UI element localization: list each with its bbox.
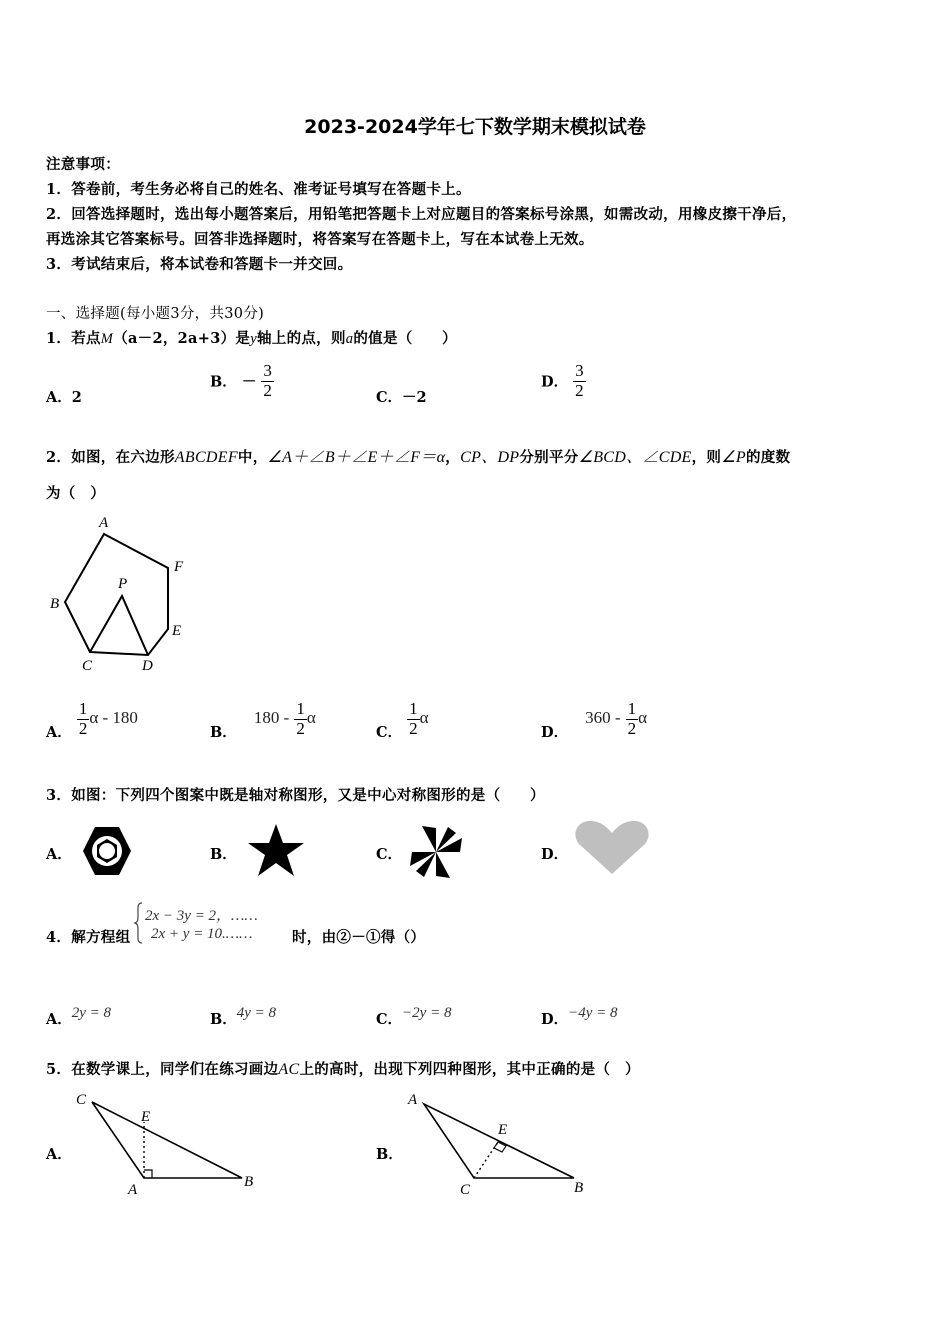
q2-angle-p: ∠P <box>721 449 746 466</box>
q1-stem-d: 的值是（ ） <box>353 330 457 347</box>
q2-d-num: 1 <box>627 699 637 718</box>
q2-c-label: C． <box>376 724 403 742</box>
q5-b-label-b: B <box>574 1180 584 1196</box>
q4-a-label: A． <box>46 1011 72 1028</box>
q2-b-fraction <box>294 700 307 738</box>
q4-brace <box>134 902 144 944</box>
q5-b-label-a: A <box>408 1092 418 1108</box>
q2-stem-d: 分别平分 <box>519 449 579 466</box>
section-heading: 一、选择题(每小题3分，共30分) <box>46 306 265 322</box>
q2-label-c: C <box>82 658 93 674</box>
q1-c-value: －2 <box>402 389 427 406</box>
q1-b-label: B． <box>210 373 237 391</box>
q1-b-fraction <box>261 362 274 400</box>
q1-b-num: 3 <box>263 361 272 380</box>
q5-stem <box>46 1058 640 1079</box>
note-1: 1．答卷前，考生务必将自己的姓名、准考证号填写在答题卡上。 <box>46 181 471 198</box>
q4-equation-1: 2x − 3y = 2，…… <box>145 908 258 924</box>
q1-stem-a: 1．若点 <box>46 330 101 347</box>
q2-b-num: 1 <box>296 699 305 718</box>
q1-d-den: 2 <box>575 380 584 400</box>
q5-a-label-e: E <box>141 1109 151 1125</box>
q1-stem-c: 轴上的点，则 <box>256 330 346 347</box>
q2-hexagon: ABCDEF <box>174 449 238 466</box>
q3-option-c-pinwheel-icon <box>408 824 464 880</box>
page-title: 2023-2024学年七下数学期末模拟试卷 <box>304 116 646 138</box>
q1-option-b[interactable] <box>210 362 274 400</box>
q4-d-label: D． <box>541 1011 569 1028</box>
q2-stem-a: 2．如图，在六边形 <box>46 449 175 466</box>
q3-option-c-label[interactable]: C． <box>376 846 403 863</box>
q3-stem: 3．如图：下列四个图案中既是轴对称图形，又是中心对称图形的是（ ） <box>46 787 545 804</box>
q2-stem-c: ， <box>445 449 461 466</box>
q5-option-a-label[interactable]: A． <box>46 1146 72 1163</box>
q4-option-c[interactable] <box>376 1005 452 1029</box>
q1-option-d[interactable] <box>541 362 586 400</box>
q4-option-d[interactable] <box>541 1005 618 1029</box>
q2-angles: ∠A＋∠B＋∠E＋∠F＝α <box>267 449 446 466</box>
q2-label-e: E <box>172 623 182 639</box>
q4-d-value: −4y = 8 <box>568 1005 618 1021</box>
q1-b-den: 2 <box>263 380 272 400</box>
q4-stem-a: 4．解方程组 <box>46 929 131 946</box>
q5-a-label-b: B <box>244 1174 254 1190</box>
q1-stem-b: 是 <box>235 330 251 347</box>
q1-yvar: y <box>250 331 257 347</box>
q5-stem-a: 5．在数学课上，同学们在练习画边 <box>46 1061 279 1078</box>
q2-a-den: 2 <box>78 718 88 738</box>
q1-c-label: C． <box>376 389 403 406</box>
q5-option-b-label[interactable]: B． <box>376 1146 403 1163</box>
q3-option-a-label[interactable]: A． <box>46 846 72 863</box>
q5-b-label-c: C <box>460 1182 471 1198</box>
q3-option-b-star-icon <box>246 822 306 878</box>
q2-b-den: 2 <box>296 718 305 738</box>
q1-avar: a <box>345 331 354 347</box>
q1-a-label: A． <box>46 389 72 406</box>
q2-stem <box>46 444 790 467</box>
q2-c-num: 1 <box>409 699 418 718</box>
q5-ac: AC <box>278 1061 300 1078</box>
q5-b-label-e: E <box>498 1122 508 1138</box>
q1-b-sign: － <box>241 373 257 391</box>
q4-equation-2: 2x + y = 10.…… <box>151 926 253 942</box>
q2-option-b[interactable] <box>210 700 316 742</box>
q2-b-label: B． <box>210 724 237 742</box>
q2-bisector-lines <box>90 596 148 655</box>
q4-c-value: −2y = 8 <box>402 1005 452 1021</box>
q1-point: M <box>100 331 114 347</box>
q1-option-a[interactable] <box>46 386 82 407</box>
q5-a-label-a: A <box>128 1182 138 1198</box>
q2-a-label: A． <box>46 724 72 742</box>
q3-option-b-label[interactable]: B． <box>210 846 237 863</box>
q2-label-p: P <box>118 576 128 592</box>
q2-label-a: A <box>99 515 109 531</box>
q3-option-d-heart-icon <box>573 820 651 876</box>
q2-label-b: B <box>50 596 60 612</box>
q4-stem-b: 时，由②－①得（） <box>292 929 426 946</box>
q2-d-fraction <box>626 700 639 738</box>
q2-a-tail: α - 180 <box>89 708 138 728</box>
q4-a-value: 2y = 8 <box>71 1005 112 1021</box>
q2-stem-f: 的度数 <box>745 449 791 466</box>
q2-label-d: D <box>142 658 153 674</box>
q5-option-b-triangle-figure <box>402 1088 602 1203</box>
q2-a-num: 1 <box>78 699 88 718</box>
q2-option-c[interactable] <box>376 700 429 742</box>
q5-a-label-c: C <box>76 1092 87 1108</box>
q2-d-label: D． <box>541 724 569 742</box>
q4-b-label: B． <box>210 1011 237 1028</box>
q4-c-label: C． <box>376 1011 403 1028</box>
q2-option-a[interactable] <box>46 700 138 742</box>
q1-option-c[interactable] <box>376 386 427 407</box>
q2-stem-b: 中， <box>237 449 268 466</box>
q2-d-den: 2 <box>627 718 637 738</box>
q2-c-den: 2 <box>409 718 418 738</box>
q2-b-tail: α <box>306 708 316 728</box>
q5-stem-b: 上的高时，出现下列四种图形，其中正确的是（ ） <box>299 1061 640 1078</box>
q1-d-fraction <box>573 362 586 400</box>
q1-d-num: 3 <box>575 361 584 380</box>
q2-a-fraction <box>77 700 90 738</box>
q2-stem-tail: 为（ ） <box>46 485 106 502</box>
q4-b-value: 4y = 8 <box>236 1005 277 1021</box>
q2-d-head: 360 - <box>585 708 621 728</box>
q4-option-a[interactable] <box>46 1005 112 1029</box>
q1-d-label: D． <box>541 373 569 391</box>
q1-stem <box>46 327 457 348</box>
q2-bisected: ∠BCD、∠CDE <box>578 449 692 466</box>
q2-label-f: F <box>174 559 184 575</box>
note-3: 3．考试结束后，将本试卷和答题卡一并交回。 <box>46 256 353 273</box>
q1-coords: （a－2，2a+3） <box>113 330 236 347</box>
note-2a: 2．回答选择题时，选出每小题答案后，用铅笔把答题卡上对应题目的答案标号涂黑，如需改动，用橡皮擦干净后， <box>46 206 797 223</box>
q2-hexagon-figure <box>44 512 214 677</box>
q1-a-value: 2 <box>71 389 82 406</box>
note-2b: 再选涂其它答案标号。回答非选择题时，将答案写在答题卡上，写在本试卷上无效。 <box>46 231 594 248</box>
q2-cpdp: CP、DP <box>460 449 520 466</box>
q2-option-d[interactable] <box>541 700 647 742</box>
notes-heading: 注意事项： <box>46 156 120 173</box>
q3-option-a-hexagon-icon <box>80 824 134 878</box>
q2-d-tail: α <box>638 708 648 728</box>
q2-b-head: 180 - <box>253 708 290 728</box>
q2-stem-e: ，则 <box>691 449 722 466</box>
q3-option-d-label[interactable]: D． <box>541 846 569 863</box>
q2-hexagon-shape <box>65 534 168 655</box>
q2-c-tail: α <box>419 708 429 728</box>
q5-option-a-triangle-figure <box>72 1088 272 1203</box>
q2-c-fraction <box>407 700 420 738</box>
q4-option-b[interactable] <box>210 1005 277 1029</box>
